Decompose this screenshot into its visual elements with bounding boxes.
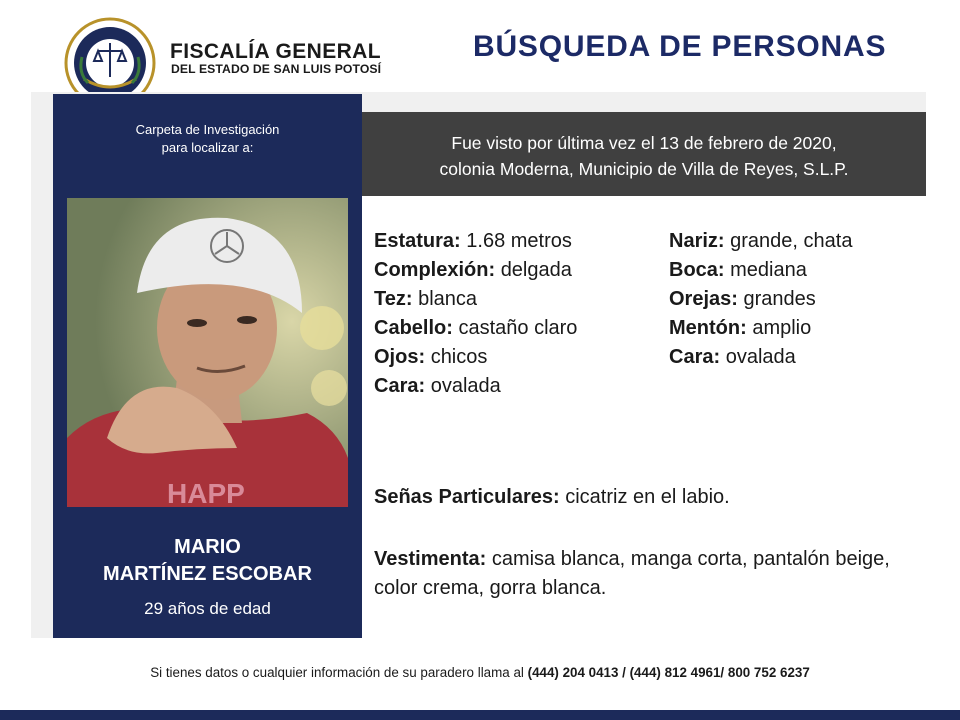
trait-value: castaño claro xyxy=(458,317,578,339)
clothing-description xyxy=(374,545,926,603)
trait-row xyxy=(374,343,577,372)
missing-person-photo xyxy=(67,198,348,507)
distinguishing-marks xyxy=(374,486,730,509)
trait-label: Boca: xyxy=(669,259,725,281)
physical-traits-column-1 xyxy=(374,227,577,401)
org-name: FISCALÍA GENERAL xyxy=(170,40,381,63)
marks-value: cicatriz en el labio. xyxy=(565,486,730,508)
trait-label: Cara: xyxy=(669,346,721,368)
trait-row xyxy=(374,227,577,256)
trait-value: grande, chata xyxy=(730,230,853,252)
person-first-name: MARIO xyxy=(174,536,241,558)
trait-value: chicos xyxy=(430,346,488,368)
trait-label: Cabello: xyxy=(374,317,453,339)
trait-row xyxy=(669,314,852,343)
person-age: 29 años de edad xyxy=(144,599,271,618)
footer-text: Si tienes datos o cualquier información de su paradero llama al xyxy=(150,665,524,680)
trait-row xyxy=(669,227,852,256)
physical-traits-column-2 xyxy=(669,227,852,372)
org-subtitle: DEL ESTADO DE SAN LUIS POTOSÍ xyxy=(171,62,382,76)
folder-label-line1: Carpeta de Investigación xyxy=(135,122,280,137)
person-last-name: MARTÍNEZ ESCOBAR xyxy=(103,563,312,585)
trait-row xyxy=(374,256,577,285)
trait-label: Orejas: xyxy=(669,288,738,310)
trait-label: Estatura: xyxy=(374,230,461,252)
contact-footer xyxy=(0,665,960,680)
clothing-label: Vestimenta: xyxy=(374,548,487,570)
trait-label: Complexión: xyxy=(374,259,496,281)
trait-row xyxy=(669,343,852,372)
contact-phones: (444) 204 0413 / (444) 812 4961/ 800 752 6237 xyxy=(527,665,810,680)
trait-value: mediana xyxy=(730,259,807,281)
trait-label: Ojos: xyxy=(374,346,426,368)
trait-row xyxy=(669,256,852,285)
trait-label: Cara: xyxy=(374,375,426,397)
trait-row xyxy=(374,314,577,343)
investigation-folder-label xyxy=(53,121,362,157)
bottom-bar xyxy=(0,710,960,720)
folder-label-line2: para localizar a: xyxy=(161,140,254,155)
trait-label: Mentón: xyxy=(669,317,747,339)
trait-value: ovalada xyxy=(430,375,501,397)
last-seen-line2: colonia Moderna, Municipio de Villa de Reyes, S.L.P. xyxy=(439,159,849,179)
last-seen-line1: Fue visto por última vez el 13 de febrero de 2020, xyxy=(451,133,837,153)
trait-row xyxy=(669,285,852,314)
clothing-value: camisa blanca, manga corta, pantalón beige, color crema, gorra blanca. xyxy=(374,548,890,599)
trait-value: blanca xyxy=(418,288,478,310)
svg-text:HAPP: HAPP xyxy=(167,478,245,507)
trait-value: delgada xyxy=(500,259,572,281)
trait-label: Nariz: xyxy=(669,230,725,252)
trait-value: amplio xyxy=(752,317,812,339)
last-seen-box xyxy=(362,112,926,196)
trait-value: grandes xyxy=(743,288,816,310)
poster-title: BÚSQUEDA DE PERSONAS xyxy=(473,30,887,63)
marks-label: Señas Particulares: xyxy=(374,486,560,508)
trait-value: ovalada xyxy=(725,346,796,368)
trait-row xyxy=(374,372,577,401)
trait-label: Tez: xyxy=(374,288,413,310)
trait-value: 1.68 metros xyxy=(466,230,572,252)
trait-row xyxy=(374,285,577,314)
